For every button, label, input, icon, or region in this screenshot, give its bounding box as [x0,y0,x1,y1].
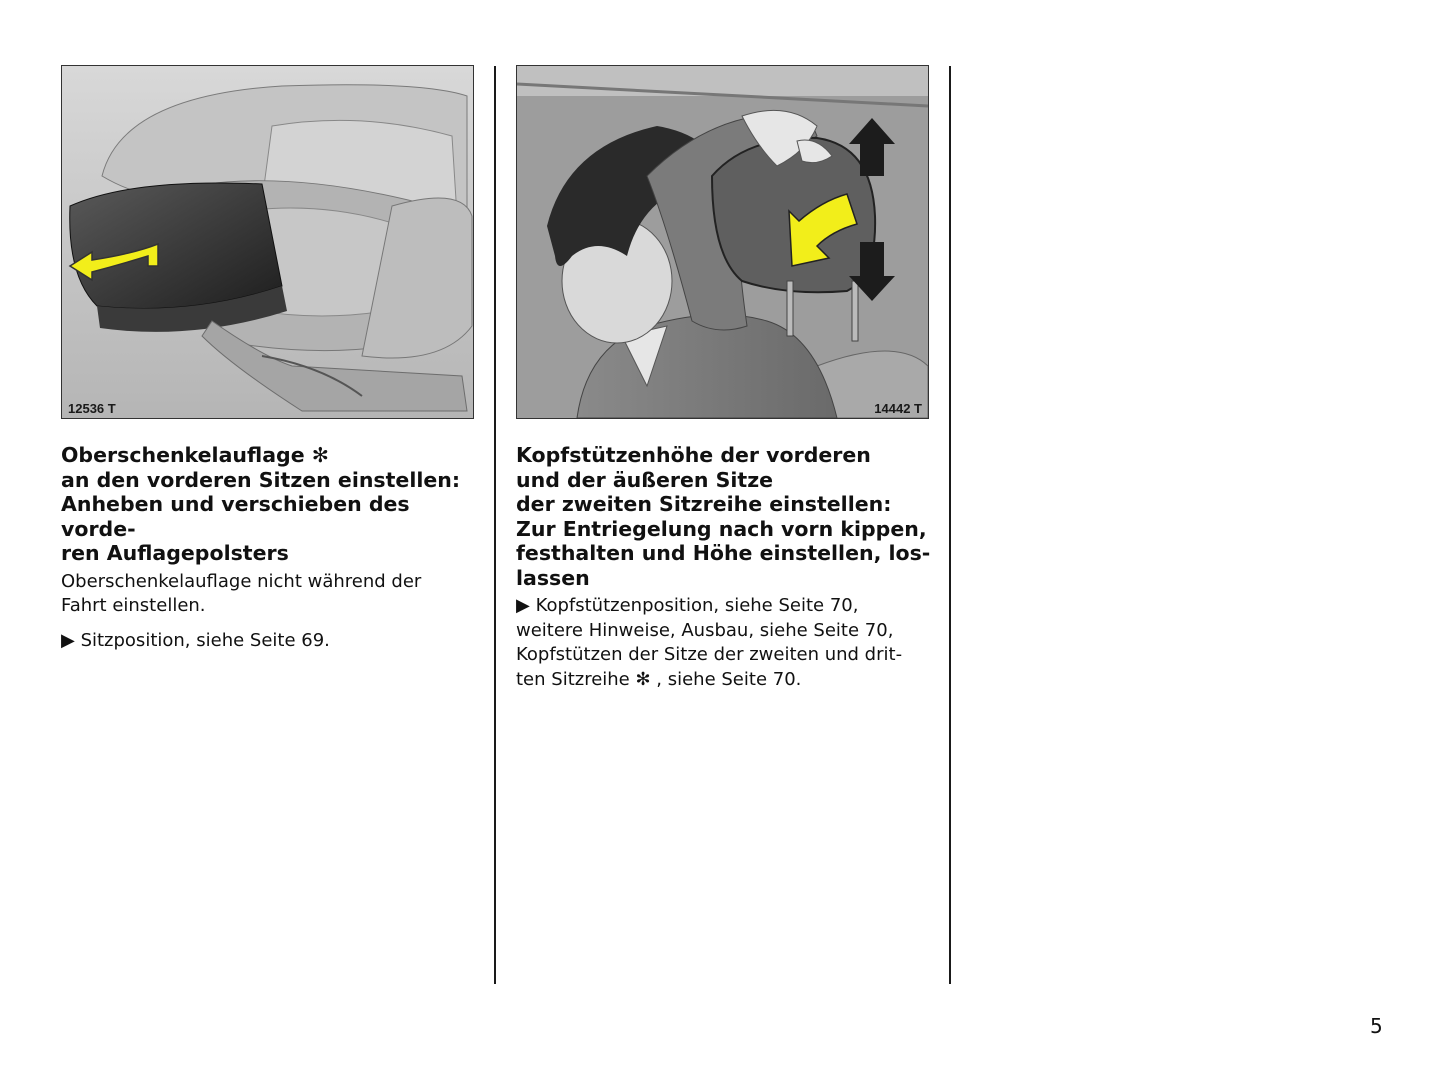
body-line: Oberschenkelauflage nicht während der [61,570,422,592]
column-divider-right [949,66,951,984]
heading-line: der zweiten Sitzreihe einstellen: [516,492,892,516]
heading-line: und der äußeren Sitze [516,467,774,492]
reference-line: ▶ Kopfstützenposition, siehe Seite 70, [516,595,859,616]
reference-line: Kopfstützen der Sitze der zweiten und drit- [516,644,903,665]
reference-line: ▶ Sitzposition, siehe Seite 69. [61,629,330,651]
reference-line: ten Sitzreihe ✻ , siehe Seite 70. [516,668,802,690]
heading-line: ren Auflagepolsters [61,541,289,565]
heading-line: Anheben und verschieben des vorde- [61,492,410,541]
heading-line: Zur Entriegelung nach vorn kippen, [516,516,927,541]
heading-line: lassen [516,565,590,590]
section-reference [516,594,936,692]
seat-cushion-figure [61,65,474,419]
section-heading [516,443,936,590]
section-body [61,570,481,619]
column-thigh-support [61,443,481,653]
reference-line: weitere Hinweise, Ausbau, siehe Seite 70, [516,619,894,641]
page-number: 5 [1370,1014,1383,1038]
heading-line: an den vorderen Sitzen einstellen: [61,467,461,492]
headrest-figure [516,65,929,419]
figure-label: 12536 T [68,401,116,416]
heading-line: Kopfstützenhöhe der vorderen [516,443,871,467]
section-heading [61,443,481,566]
section-reference [61,629,481,654]
body-line: Fahrt einstellen. [61,595,206,616]
column-divider-left [494,66,496,984]
column-headrest-height [516,443,936,692]
heading-line: Oberschenkelauflage ✻ [61,443,329,467]
figure-label: 14442 T [874,401,922,416]
heading-line: festhalten und Höhe einstellen, los- [516,541,931,565]
